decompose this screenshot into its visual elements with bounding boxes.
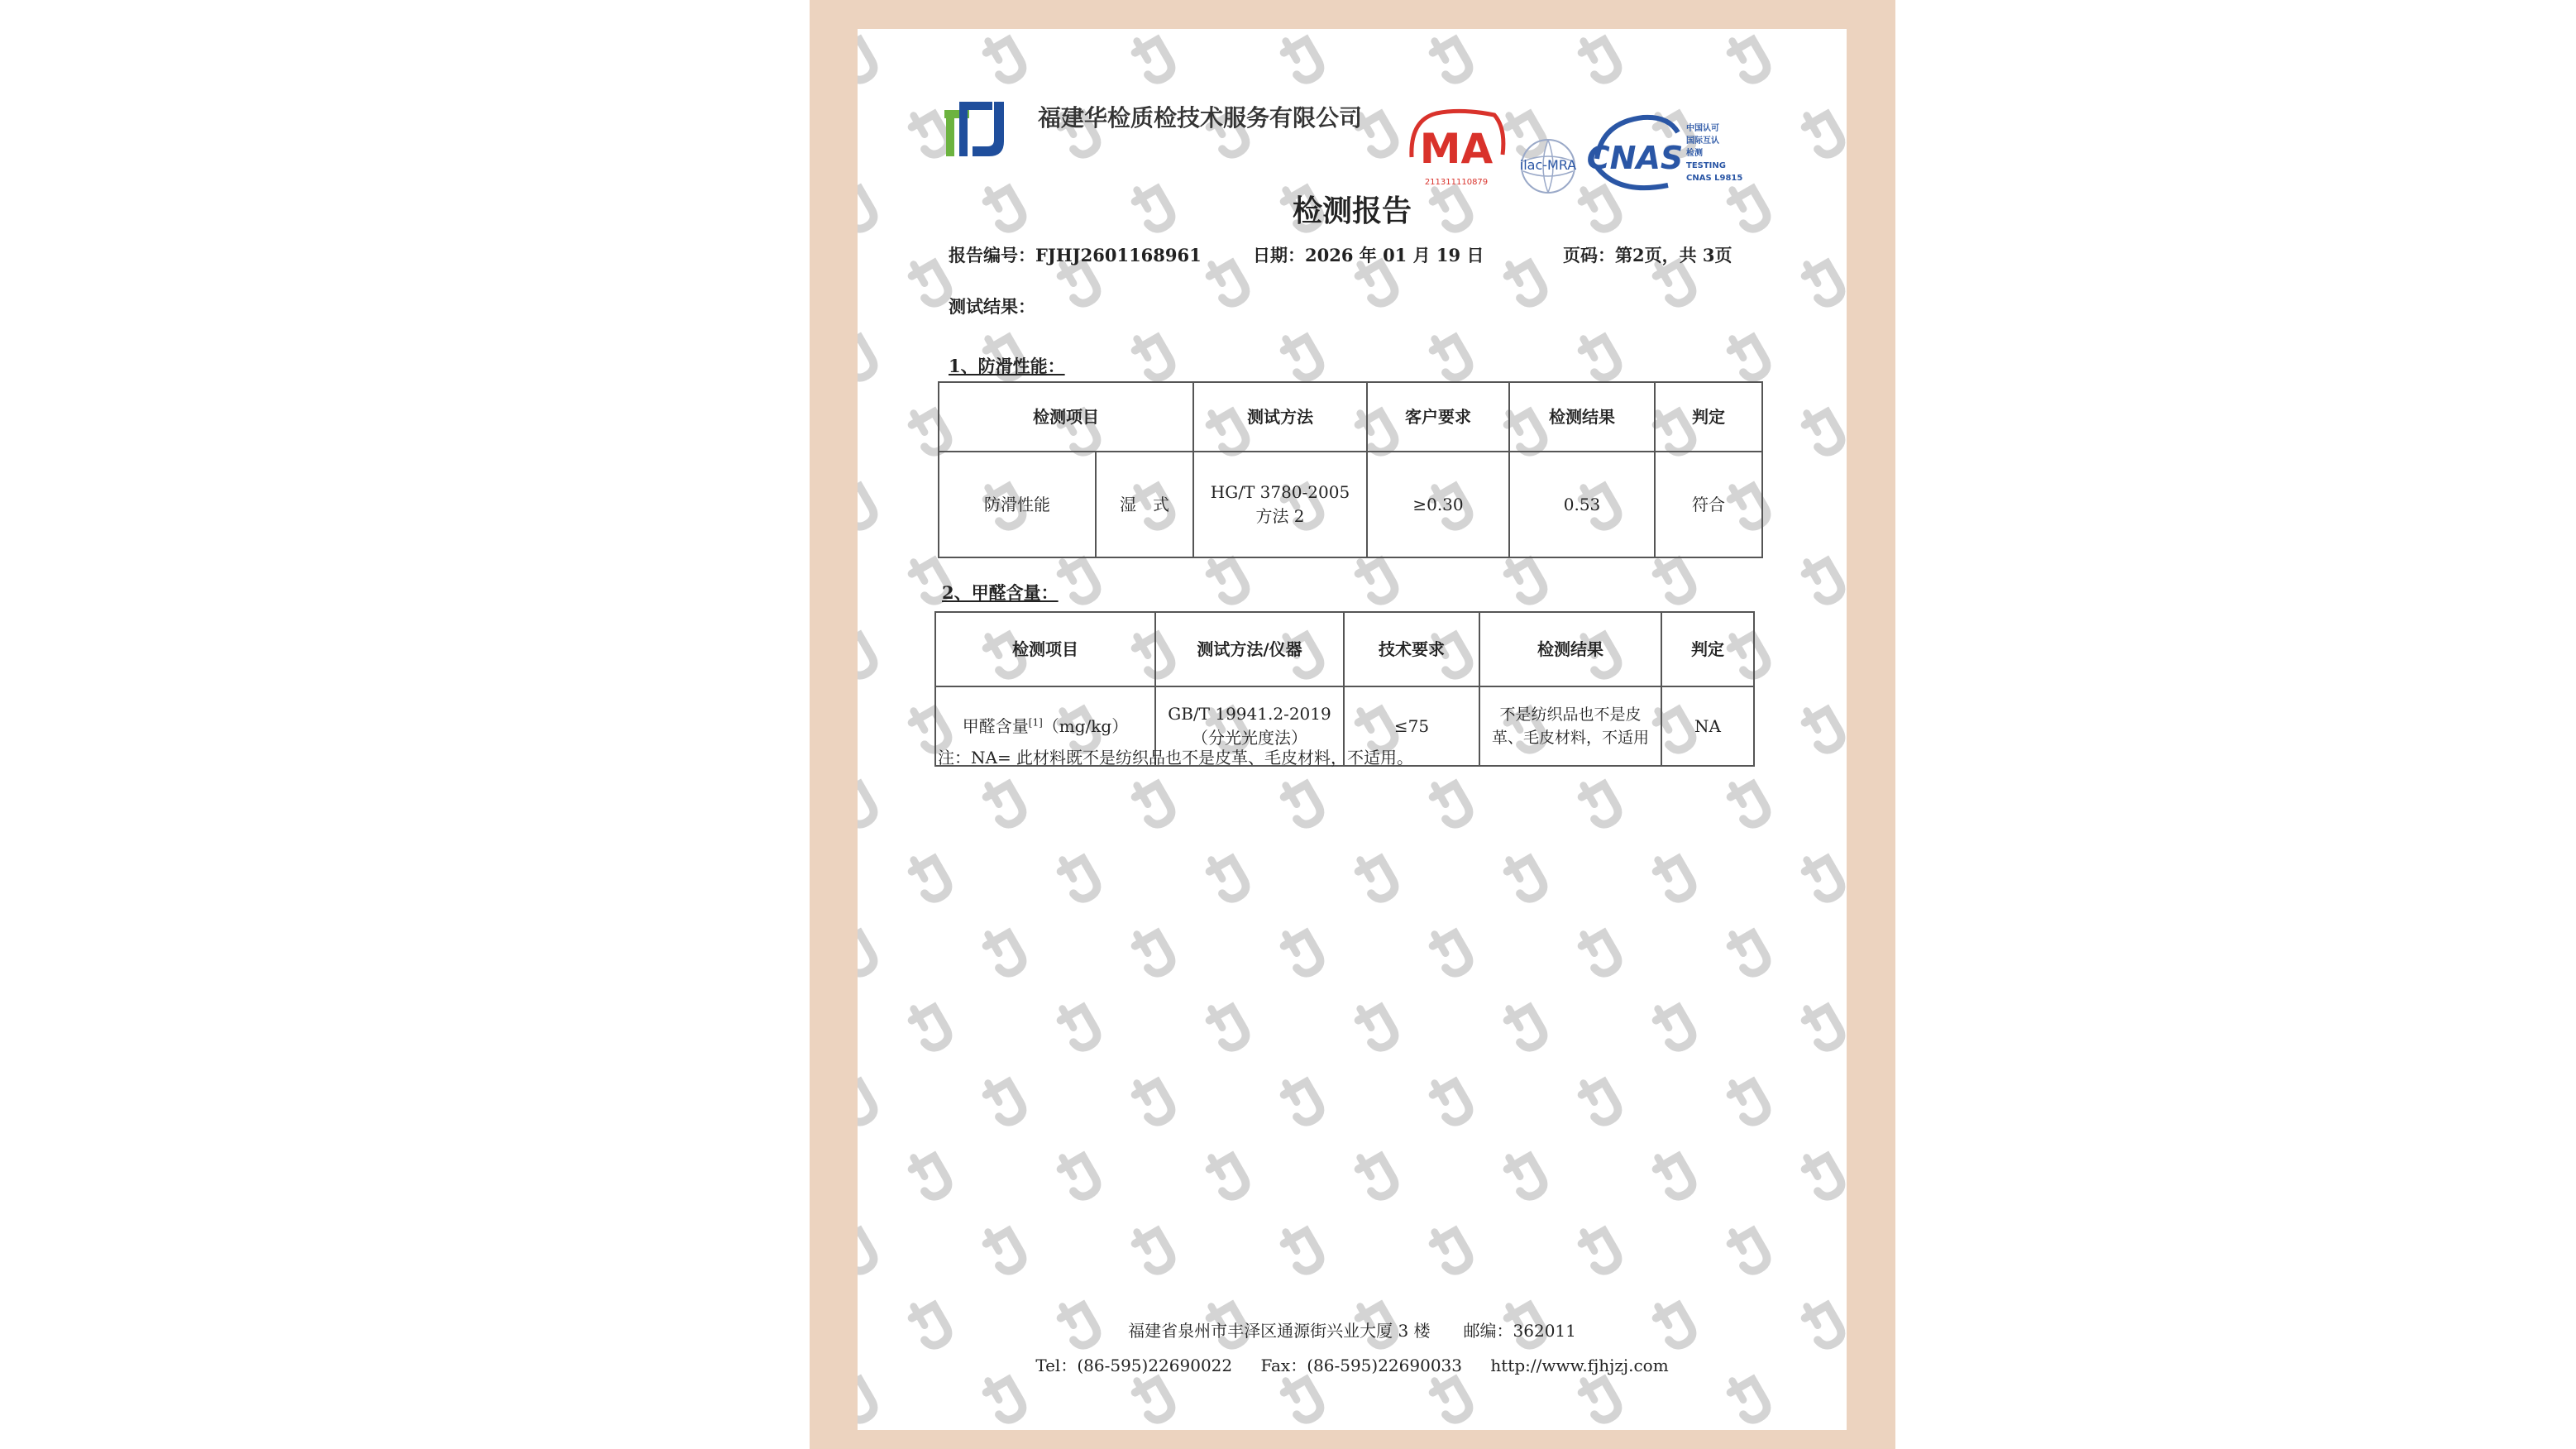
- judgement-cell: NA: [1661, 686, 1754, 766]
- watermark-mark: [1056, 1000, 1101, 1052]
- page-number: 页码：第2页，共 3页: [1563, 245, 1732, 265]
- item-unit: （mg/kg）: [1042, 715, 1129, 736]
- watermark-mark: [1205, 553, 1250, 605]
- watermark-mark: [1726, 1074, 1771, 1126]
- watermark-mark: [858, 777, 877, 829]
- watermark-mark: [1279, 1372, 1324, 1424]
- watermark-mark: [1577, 1372, 1622, 1424]
- footer-tel: Tel：(86-595)22690022: [1035, 1356, 1233, 1375]
- watermark-mark: [982, 32, 1026, 84]
- results-heading: 测试结果：: [949, 296, 1035, 317]
- footer-fax: Fax：(86-595)22690033: [1260, 1356, 1462, 1375]
- method-standard: GB/T 19941.2-2019: [1168, 704, 1331, 724]
- watermark-mark: [1503, 553, 1547, 605]
- watermark-mark: [1726, 32, 1771, 84]
- watermark-mark: [1130, 1372, 1175, 1424]
- table-header-row: [939, 382, 1762, 452]
- watermark-mark: [907, 851, 952, 903]
- company-logo: [944, 98, 1019, 160]
- watermark-mark: [1056, 851, 1101, 903]
- watermark-mark: [982, 925, 1026, 978]
- watermark-mark: [1279, 925, 1324, 978]
- footer-website-link[interactable]: http://www.fjhjzj.com: [1490, 1356, 1669, 1375]
- watermark-mark: [1428, 32, 1473, 84]
- table-row: [939, 452, 1762, 557]
- watermark-mark: [1056, 553, 1101, 605]
- watermark-mark: [1279, 1223, 1324, 1275]
- watermark-mark: [1279, 777, 1324, 829]
- test-mode-cell: 湿 式: [1096, 452, 1193, 557]
- report-date: 日期：2026 年 01 月 19 日: [1253, 245, 1484, 265]
- watermark-mark: [1354, 851, 1398, 903]
- watermark-mark: [1800, 404, 1845, 457]
- watermark-mark: [1503, 1000, 1547, 1052]
- formaldehyde-table: [934, 611, 1755, 767]
- header-cell: 检测结果: [1509, 382, 1655, 452]
- item-name: 甲醛含量: [962, 715, 1029, 736]
- company-name: 福建华检质检技术服务有限公司: [1038, 104, 1363, 132]
- watermark-mark: [1279, 32, 1324, 84]
- watermark-mark: [1503, 1149, 1547, 1201]
- cma-logo-text: MA: [1419, 125, 1494, 173]
- watermark-mark: [1651, 851, 1696, 903]
- test-method-cell: [1193, 452, 1367, 557]
- cnas-side-line: 中国认可: [1686, 124, 1719, 133]
- footer-address: 福建省泉州市丰泽区通源街兴业大厦 3 楼 邮编：362011: [1128, 1321, 1576, 1341]
- watermark-mark: [1577, 330, 1622, 382]
- watermark-mark: [1130, 925, 1175, 978]
- watermark-mark: [1130, 1223, 1175, 1275]
- cma-logo: [1403, 95, 1509, 193]
- watermark-mark: [1503, 256, 1547, 308]
- header-cell: 测试方法/仪器: [1155, 612, 1344, 686]
- watermark-mark: [1651, 553, 1696, 605]
- watermark-mark: [1130, 777, 1175, 829]
- watermark-mark: [1428, 1074, 1473, 1126]
- cnas-side-line: CNAS L9815: [1686, 174, 1743, 183]
- watermark-mark: [858, 925, 877, 978]
- watermark-mark: [1503, 851, 1547, 903]
- watermark-mark: [1428, 925, 1473, 978]
- cnas-side-line: 国际互认: [1686, 136, 1719, 146]
- watermark-mark: [858, 479, 877, 531]
- watermark-mark: [907, 1149, 952, 1201]
- slip-resistance-table: [938, 381, 1763, 558]
- watermark-mark: [1800, 256, 1845, 308]
- watermark-mark: [1726, 1223, 1771, 1275]
- judgement-cell: 符合: [1655, 452, 1762, 557]
- watermark-mark: [1279, 1074, 1324, 1126]
- watermark-mark: [1577, 1223, 1622, 1275]
- requirement-cell: ≥0.30: [1367, 452, 1509, 557]
- watermark-mark: [1577, 1074, 1622, 1126]
- header-cell: 客户要求: [1367, 382, 1509, 452]
- watermark-mark: [1354, 1000, 1398, 1052]
- cnas-side-line: TESTING: [1686, 161, 1726, 170]
- watermark-mark: [1205, 256, 1250, 308]
- watermark-mark: [1205, 1149, 1250, 1201]
- method-standard: HG/T 3780-2005: [1210, 482, 1350, 502]
- watermark-mark: [1800, 851, 1845, 903]
- test-item-cell: 防滑性能: [939, 452, 1096, 557]
- watermark-mark: [1577, 925, 1622, 978]
- watermark-mark: [982, 777, 1026, 829]
- watermark-mark: [1354, 553, 1398, 605]
- watermark-mark: [1726, 925, 1771, 978]
- watermark-mark: [858, 628, 877, 680]
- watermark-mark: [1130, 330, 1175, 382]
- watermark-mark: [1279, 330, 1324, 382]
- watermark-mark: [1651, 1149, 1696, 1201]
- watermark-mark: [1205, 1000, 1250, 1052]
- watermark-mark: [1130, 1074, 1175, 1126]
- watermark-mark: [1577, 32, 1622, 84]
- watermark-mark: [1726, 1372, 1771, 1424]
- watermark-mark: [858, 1223, 877, 1275]
- watermark-mark: [1800, 1000, 1845, 1052]
- watermark-mark: [982, 1223, 1026, 1275]
- watermark-mark: [1800, 1149, 1845, 1201]
- watermark-mark: [858, 1372, 877, 1424]
- watermark-mark: [858, 1074, 877, 1126]
- section-title-slip-resistance: 1、防滑性能：: [949, 356, 1065, 376]
- watermark-mark: [1726, 330, 1771, 382]
- header-cell: 判定: [1661, 612, 1754, 686]
- method-variant: 方法 2: [1255, 506, 1305, 526]
- table-note: 注：NA= 此材料既不是纺织品也不是皮革、毛皮材料，不适用。: [938, 748, 1414, 768]
- watermark-mark: [1800, 107, 1845, 159]
- watermark-mark: [907, 256, 952, 308]
- cnas-side-line: 检测: [1686, 149, 1703, 158]
- watermark-mark: [982, 1074, 1026, 1126]
- watermark-mark: [858, 32, 877, 84]
- watermark-mark: [1726, 777, 1771, 829]
- method-instrument: （分光光度法）: [1192, 728, 1307, 748]
- watermark-mark: [907, 1000, 952, 1052]
- watermark-mark: [982, 1372, 1026, 1424]
- watermark-mark: [1056, 1149, 1101, 1201]
- watermark-mark: [1428, 1372, 1473, 1424]
- report-title: 检测报告: [1292, 194, 1412, 228]
- watermark-mark: [1130, 32, 1175, 84]
- watermark-mark: [1205, 851, 1250, 903]
- header-cell: 检测项目: [939, 382, 1193, 452]
- cma-code: 211311110879: [1424, 178, 1489, 187]
- header-cell: 技术要求: [1344, 612, 1479, 686]
- watermark-mark: [858, 330, 877, 382]
- section-title-formaldehyde: 2、甲醛含量：: [942, 582, 1059, 603]
- header-cell: 测试方法: [1193, 382, 1367, 452]
- requirement-cell: ≤75: [1344, 686, 1479, 766]
- header-cell: 检测结果: [1479, 612, 1661, 686]
- header-cell: 检测项目: [935, 612, 1155, 686]
- watermark-mark: [1428, 777, 1473, 829]
- footer-contact: [858, 1352, 1847, 1376]
- footnote-ref: [1]: [1028, 715, 1043, 728]
- watermark-mark: [1577, 777, 1622, 829]
- watermark-mark: [1800, 553, 1845, 605]
- watermark-mark: [1354, 1149, 1398, 1201]
- ilac-label: ilac-MRA: [1519, 157, 1577, 173]
- cnas-text: CNAS: [1586, 140, 1684, 176]
- result-cell: 不是纺织品也不是皮革、毛皮材料，不适用: [1479, 686, 1661, 766]
- watermark-mark: [1428, 1223, 1473, 1275]
- result-cell: 0.53: [1509, 452, 1655, 557]
- watermark-mark: [1428, 330, 1473, 382]
- report-page: [858, 29, 1847, 1430]
- watermark-mark: [1800, 702, 1845, 754]
- report-number: 报告编号：FJHJ2601168961: [949, 245, 1202, 265]
- table-header-row: [935, 612, 1754, 686]
- watermark-mark: [1651, 1000, 1696, 1052]
- header-cell: 判定: [1655, 382, 1762, 452]
